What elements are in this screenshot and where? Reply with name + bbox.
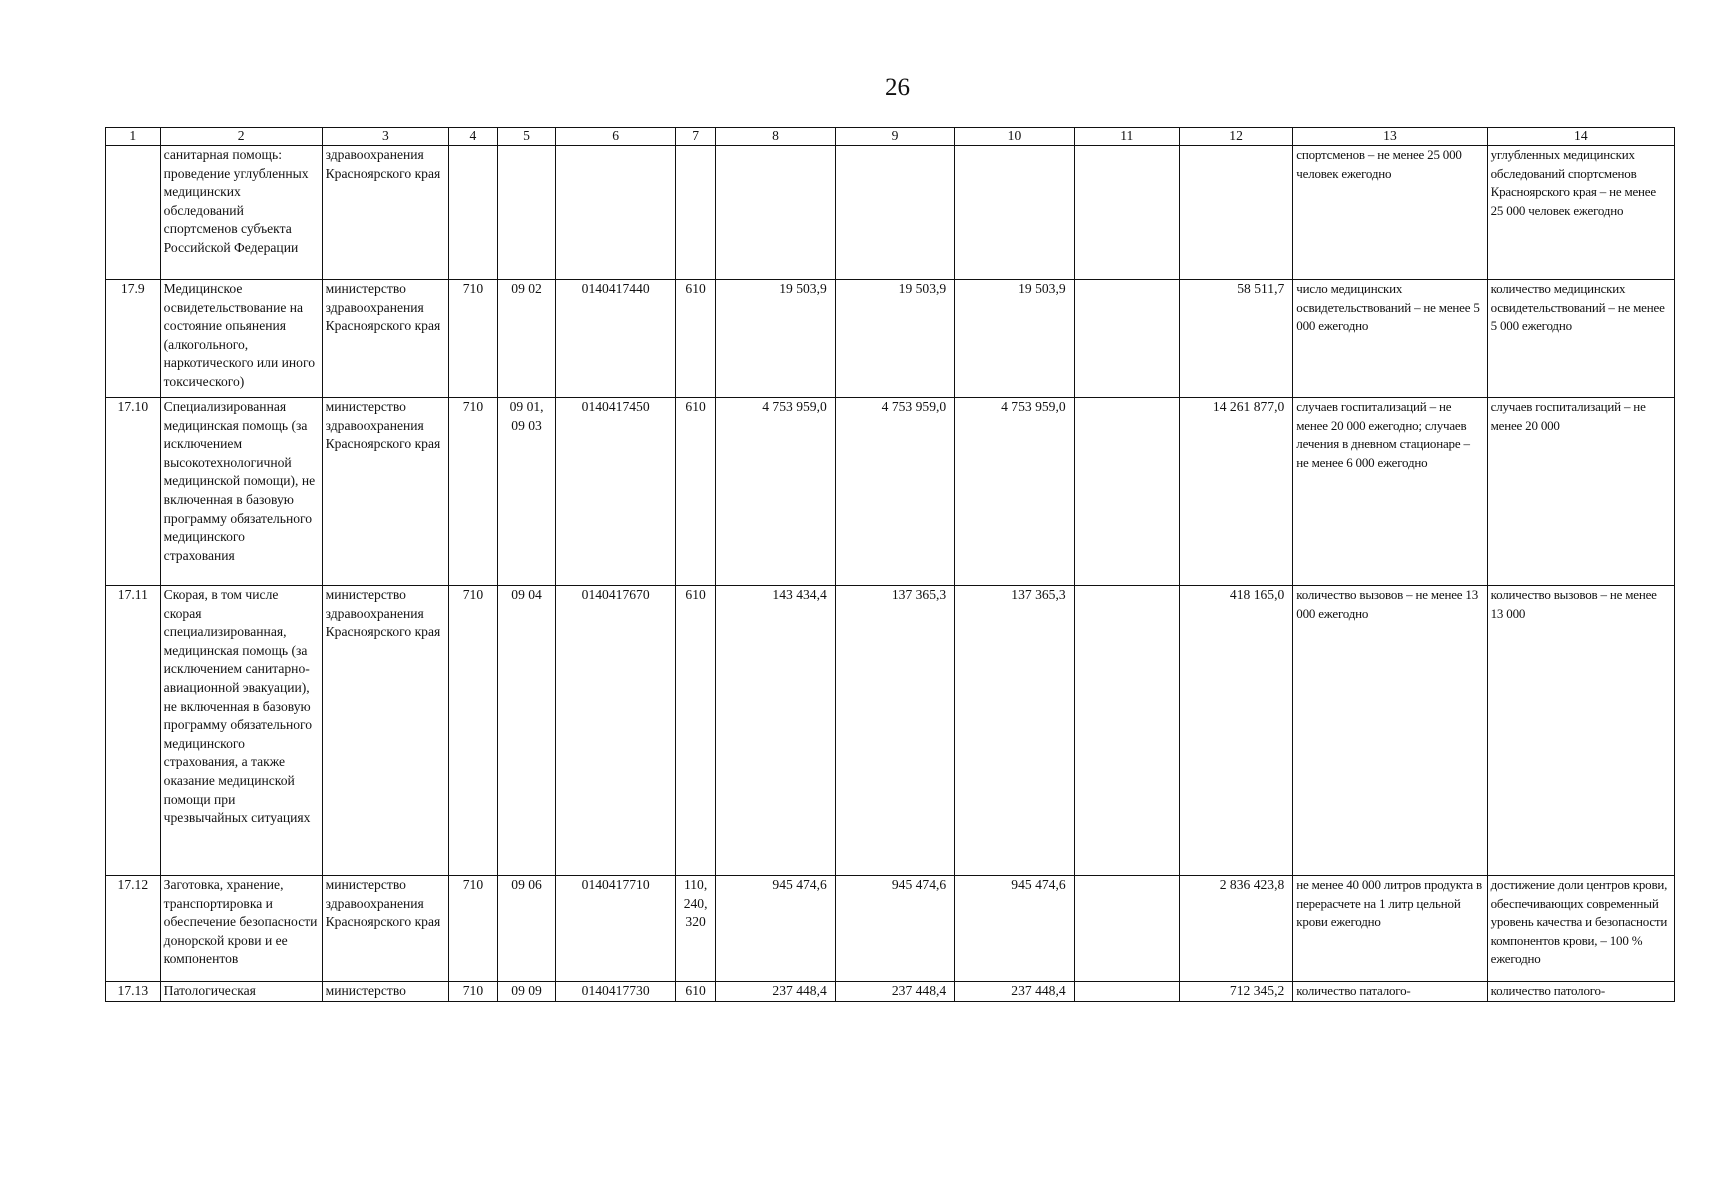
event-name: санитарная помощь: проведение углубленных медицинских обследований спортсменов субъекта Российской Федерации xyxy=(160,146,322,280)
column-header-9: 9 xyxy=(835,128,954,146)
target-indicator: случаев госпитализаций – не менее 20 000 xyxy=(1487,398,1674,586)
expected-result: число медицинских освидетельствований – не менее 5 000 ежегодно xyxy=(1293,280,1487,398)
expense-year-3: 137 365,3 xyxy=(955,586,1074,876)
table-row xyxy=(106,280,1675,398)
expense-year-1: 945 474,6 xyxy=(716,876,835,982)
expense-year-1: 143 434,4 xyxy=(716,586,835,876)
column-header-14: 14 xyxy=(1487,128,1674,146)
administrator: министерство здравоохранения Красноярского края xyxy=(322,586,449,876)
expense-year-2 xyxy=(835,146,954,280)
row-number: 17.13 xyxy=(106,982,161,1002)
expense-year-1: 237 448,4 xyxy=(716,982,835,1002)
csr-code: 0140417450 xyxy=(556,398,675,586)
column-header-1: 1 xyxy=(106,128,161,146)
expected-result: количество паталого- xyxy=(1293,982,1487,1002)
csr-code: 0140417440 xyxy=(556,280,675,398)
row-number: 17.9 xyxy=(106,280,161,398)
budget-table xyxy=(105,127,1675,1002)
expected-result: случаев госпитализаций – не менее 20 000 ежегодно; случаев лечения в дневном стационаре – не менее 6 000 ежегодно xyxy=(1293,398,1487,586)
grbs-code: 710 xyxy=(449,982,498,1002)
csr-code: 0140417670 xyxy=(556,586,675,876)
column-header-8: 8 xyxy=(716,128,835,146)
event-name: Заготовка, хранение, транспортировка и обеспечение безопасности донорской крови и ее компонентов xyxy=(160,876,322,982)
expense-year-2: 237 448,4 xyxy=(835,982,954,1002)
expense-year-2: 137 365,3 xyxy=(835,586,954,876)
expense-year-2: 4 753 959,0 xyxy=(835,398,954,586)
vr-code: 110, 240, 320 xyxy=(675,876,715,982)
table-row xyxy=(106,586,1675,876)
expense-year-2: 945 474,6 xyxy=(835,876,954,982)
administrator: министерство здравоохранения Красноярского края xyxy=(322,398,449,586)
row-number: 17.10 xyxy=(106,398,161,586)
expense-year-3: 4 753 959,0 xyxy=(955,398,1074,586)
expected-result: спортсменов – не менее 25 000 человек ежегодно xyxy=(1293,146,1487,280)
grbs-code: 710 xyxy=(449,280,498,398)
row-number: 17.11 xyxy=(106,586,161,876)
table-row xyxy=(106,982,1675,1002)
administrator: министерство здравоохранения Красноярского края xyxy=(322,280,449,398)
expense-year-1: 4 753 959,0 xyxy=(716,398,835,586)
expected-result: количество вызовов – не менее 13 000 ежегодно xyxy=(1293,586,1487,876)
column-11 xyxy=(1074,398,1179,586)
expense-total xyxy=(1179,146,1292,280)
expense-year-1: 19 503,9 xyxy=(716,280,835,398)
grbs-code: 710 xyxy=(449,586,498,876)
vr-code: 610 xyxy=(675,586,715,876)
expense-year-3: 19 503,9 xyxy=(955,280,1074,398)
expense-total: 418 165,0 xyxy=(1179,586,1292,876)
column-header-6: 6 xyxy=(556,128,675,146)
expense-total: 58 511,7 xyxy=(1179,280,1292,398)
administrator: министерство xyxy=(322,982,449,1002)
vr-code: 610 xyxy=(675,280,715,398)
vr-code xyxy=(675,146,715,280)
target-indicator: количество вызовов – не менее 13 000 xyxy=(1487,586,1674,876)
column-header-11: 11 xyxy=(1074,128,1179,146)
vr-code: 610 xyxy=(675,398,715,586)
column-11 xyxy=(1074,586,1179,876)
column-header-4: 4 xyxy=(449,128,498,146)
column-header-7: 7 xyxy=(675,128,715,146)
event-name: Специализированная медицинская помощь (за исключением высокотехнологичной медицинской помощи), не включенная в базовую программу обязательного медицинского страхования xyxy=(160,398,322,586)
expense-year-3: 945 474,6 xyxy=(955,876,1074,982)
column-header-13: 13 xyxy=(1293,128,1487,146)
expense-year-2: 19 503,9 xyxy=(835,280,954,398)
target-indicator: количество патолого- xyxy=(1487,982,1674,1002)
row-number xyxy=(106,146,161,280)
target-indicator: количество медицинских освидетельствований – не менее 5 000 ежегодно xyxy=(1487,280,1674,398)
column-header-5: 5 xyxy=(497,128,556,146)
column-11 xyxy=(1074,982,1179,1002)
column-header-3: 3 xyxy=(322,128,449,146)
target-indicator: углубленных медицинских обследований спортсменов Красноярского края – не менее 25 000 человек ежегодно xyxy=(1487,146,1674,280)
csr-code xyxy=(556,146,675,280)
row-number: 17.12 xyxy=(106,876,161,982)
column-header-10: 10 xyxy=(955,128,1074,146)
column-11 xyxy=(1074,876,1179,982)
administrator: здравоохранения Красноярского края xyxy=(322,146,449,280)
table-header-row xyxy=(106,128,1675,146)
table-row xyxy=(106,398,1675,586)
csr-code: 0140417710 xyxy=(556,876,675,982)
rzpr-code xyxy=(497,146,556,280)
column-11 xyxy=(1074,280,1179,398)
grbs-code: 710 xyxy=(449,876,498,982)
expense-year-1 xyxy=(716,146,835,280)
rzpr-code: 09 04 xyxy=(497,586,556,876)
rzpr-code: 09 06 xyxy=(497,876,556,982)
expense-year-3 xyxy=(955,146,1074,280)
event-name: Скорая, в том числе скорая специализированная, медицинская помощь (за исключением санитарно-авиационной эвакуации), не включенная в базовую программу обязательного медицинского страхования, а также оказание медицинской помощи при чрезвычайных ситуациях xyxy=(160,586,322,876)
expected-result: не менее 40 000 литров продукта в перерасчете на 1 литр цельной крови ежегодно xyxy=(1293,876,1487,982)
column-header-2: 2 xyxy=(160,128,322,146)
event-name: Патологическая xyxy=(160,982,322,1002)
rzpr-code: 09 01, 09 03 xyxy=(497,398,556,586)
table-row xyxy=(106,146,1675,280)
rzpr-code: 09 02 xyxy=(497,280,556,398)
column-header-12: 12 xyxy=(1179,128,1292,146)
rzpr-code: 09 09 xyxy=(497,982,556,1002)
expense-total: 14 261 877,0 xyxy=(1179,398,1292,586)
page-number: 26 xyxy=(885,74,910,101)
event-name: Медицинское освидетельствование на состояние опьянения (алкогольного, наркотического или иного токсического) xyxy=(160,280,322,398)
csr-code: 0140417730 xyxy=(556,982,675,1002)
table-row xyxy=(106,876,1675,982)
administrator: министерство здравоохранения Красноярского края xyxy=(322,876,449,982)
expense-year-3: 237 448,4 xyxy=(955,982,1074,1002)
expense-total: 712 345,2 xyxy=(1179,982,1292,1002)
expense-total: 2 836 423,8 xyxy=(1179,876,1292,982)
target-indicator: достижение доли центров крови, обеспечивающих современный уровень качества и безопасности компонентов крови, – 100 % ежегодно xyxy=(1487,876,1674,982)
grbs-code: 710 xyxy=(449,398,498,586)
vr-code: 610 xyxy=(675,982,715,1002)
grbs-code xyxy=(449,146,498,280)
column-11 xyxy=(1074,146,1179,280)
